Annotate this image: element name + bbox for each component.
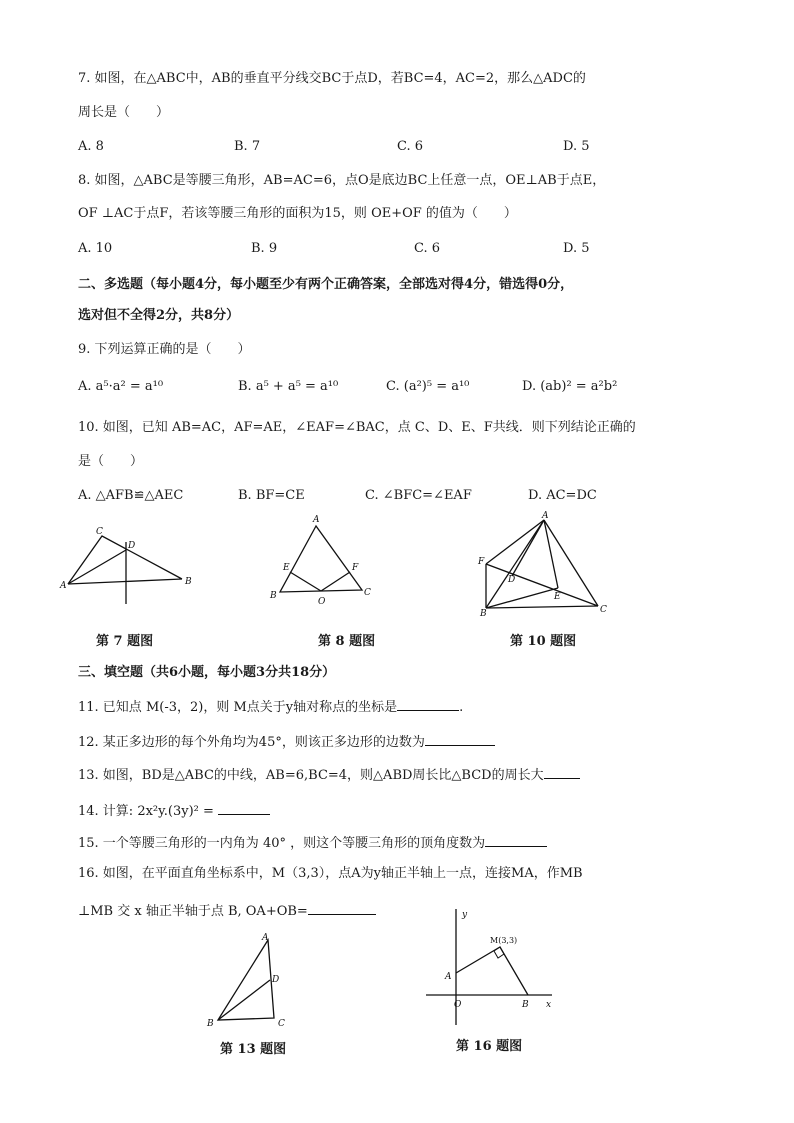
fig13-label-a: A: [262, 933, 269, 943]
fig13-triangle: [218, 940, 274, 1020]
q8-option-a: A. 10: [78, 241, 113, 256]
fig8-label-f: F: [352, 563, 359, 573]
fig10-label-a: A: [542, 511, 549, 521]
q7-stem-line1: 7. 如图，在△ABC中，AB的垂直平分线交BC于点D，若BC=4，AC=2，那么△ADC的: [78, 71, 586, 86]
fig16-label-a: A: [445, 972, 452, 982]
fig16-segments-am-mb: [456, 947, 528, 995]
q15-line: [78, 832, 547, 853]
section-2-header-line2: 选对但不全得2分，共8分）: [78, 308, 240, 323]
fig7-label-c: C: [96, 527, 103, 537]
figure-10-diagram: [474, 510, 614, 618]
q8-option-d: D. 5: [563, 241, 590, 256]
fig13-label-c: C: [278, 1019, 285, 1029]
q10-stem-line1: 10. 如图，已知 AB=AC，AF=AE，∠EAF=∠BAC，点 C、D、E、F共线．则下列结论正确的: [78, 420, 636, 435]
q16-stem-line2: [78, 900, 376, 921]
q8-option-b: B. 9: [251, 241, 278, 256]
q7-stem-line2: 周长是（ ）: [78, 105, 170, 120]
fig10-segment-ad: [512, 520, 544, 576]
fig10-label-f: F: [478, 557, 485, 567]
fig8-segment-oe: [290, 572, 321, 591]
fig16-label-o: O: [454, 1000, 462, 1010]
q11-text: 11. 已知点 M(-3，2)，则 M点关于y轴对称点的坐标是: [78, 700, 398, 715]
figure-16-caption: 第 16 题图: [456, 1039, 523, 1054]
q7-option-c: C. 6: [397, 139, 424, 154]
q13-line: [78, 764, 580, 785]
figure-8-diagram: [266, 512, 376, 612]
fig8-triangle: [280, 526, 362, 592]
q10-option-b: B. BF=CE: [238, 488, 305, 503]
q16-text: ⊥MB 交 x 轴正半轴于点 B, OA+OB=: [78, 904, 308, 919]
fig16-label-m: M(3,3): [490, 936, 518, 945]
q13-text: 13. 如图，BD是△ABC的中线，AB=6,BC=4，则△ABD周长比△BCD的周长大: [78, 768, 544, 783]
q9-stem: 9. 下列运算正确的是（ ）: [78, 342, 251, 357]
q14-text: 14. 计算: 2x²y.(3y)² =: [78, 804, 214, 819]
q9-option-b: B. a⁵ + a⁵ = a¹⁰: [238, 379, 339, 394]
fig7-sides: [68, 536, 182, 584]
q16-answer-blank[interactable]: [308, 900, 376, 915]
q10-stem-line2: 是（ ）: [78, 454, 144, 469]
fig10-segment-bc: [486, 606, 598, 608]
section-3-header: 三、填空题（共6小题，每小题3分共18分）: [78, 665, 336, 680]
figure-8-caption: 第 8 题图: [318, 634, 376, 649]
fig13-label-b: B: [207, 1019, 214, 1029]
fig16-label-b: B: [522, 1000, 529, 1010]
figure-10-caption: 第 10 题图: [510, 634, 577, 649]
q10-option-d: D. AC=DC: [528, 488, 597, 503]
fig13-median-bd: [218, 980, 270, 1020]
q15-text: 15. 一个等腰三角形的一内角为 40° ，则这个等腰三角形的顶角度数为: [78, 836, 486, 851]
fig7-base: [68, 579, 182, 584]
fig16-label-y: y: [462, 910, 468, 920]
fig8-segment-of: [321, 572, 350, 591]
fig13-label-d: D: [272, 975, 280, 985]
fig10-line-fc: [486, 564, 598, 606]
q9-option-d: D. (ab)² = a²b²: [522, 379, 618, 394]
q8-stem-line1: 8. 如图，△ABC是等腰三角形，AB=AC=6，点O是底边BC上任意一点，OE⊥AB于点E，: [78, 173, 606, 188]
figure-7-caption: 第 7 题图: [96, 634, 154, 649]
fig8-label-a: A: [313, 515, 320, 525]
q12-answer-blank[interactable]: [425, 731, 495, 746]
section-2-header-line1: 二、多选题（每小题4分，每小题至少有两个正确答案，全部选对得4分，错选得0分，: [78, 277, 574, 292]
q15-answer-blank[interactable]: [485, 832, 547, 847]
fig10-label-b: B: [480, 609, 487, 619]
q7-option-b: B. 7: [234, 139, 261, 154]
q10-option-c: C. ∠BFC=∠EAF: [365, 488, 472, 503]
fig10-label-d: D: [508, 575, 516, 585]
figure-7-diagram: [60, 524, 200, 608]
q7-option-a: A. 8: [78, 139, 104, 154]
q8-option-c: C. 6: [414, 241, 441, 256]
fig7-segment-ad: [68, 550, 126, 584]
fig16-label-x: x: [546, 1000, 552, 1010]
fig10-label-e: E: [554, 592, 561, 602]
fig8-label-o: O: [318, 597, 326, 607]
figure-16-diagram: [424, 905, 564, 1033]
fig7-label-a: A: [60, 581, 67, 591]
q8-stem-line2: OF ⊥AC于点F，若该等腰三角形的面积为15，则 OE+OF 的值为（ ）: [78, 206, 517, 221]
figure-13-diagram: [202, 930, 298, 1030]
fig10-label-c: C: [600, 605, 607, 615]
fig7-label-b: B: [185, 577, 192, 587]
q13-answer-blank[interactable]: [544, 764, 580, 779]
fig8-label-b: B: [270, 591, 277, 601]
q9-option-a: A. a⁵·a² = a¹⁰: [78, 379, 164, 394]
fig7-label-d: D: [128, 541, 136, 551]
q11-line: 11. 已知点 M(-3，2)，则 M点关于y轴对称点的坐标是 .: [78, 696, 463, 717]
q14-answer-blank[interactable]: [218, 800, 270, 815]
fig8-label-c: C: [364, 588, 371, 598]
fig10-segment-ac: [544, 520, 598, 606]
fig10-segment-af: [486, 520, 544, 564]
q14-line: [78, 800, 270, 821]
q10-option-a: A. △AFB≌△AEC: [78, 488, 184, 503]
q16-stem-line1: 16. 如图，在平面直角坐标系中，M（3,3），点A为y轴正半轴上一点，连接MA，作MB: [78, 866, 583, 881]
figure-13-caption: 第 13 题图: [220, 1042, 287, 1057]
q12-line: [78, 731, 495, 752]
q7-option-d: D. 5: [563, 139, 590, 154]
q12-text: 12. 某正多边形的每个外角均为45°，则该正多边形的边数为: [78, 735, 425, 750]
fig8-label-e: E: [283, 563, 290, 573]
q9-option-c: C. (a²)⁵ = a¹⁰: [386, 379, 470, 394]
q11-answer-blank[interactable]: [397, 696, 459, 711]
